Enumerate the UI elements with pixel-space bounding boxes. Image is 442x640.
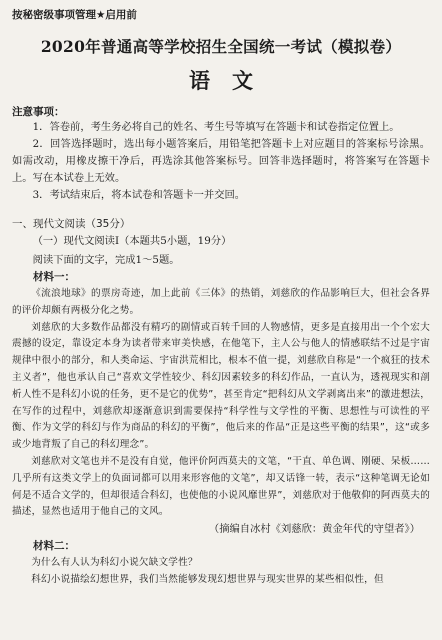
material2-heading: 材料二： (33, 540, 75, 553)
section-heading: 一、现代文阅读（35分） (12, 218, 131, 230)
notice-item-3: 3．考试结束后，将本试卷和答题卡一并交回。 (32, 189, 246, 201)
reading-instruction: 阅读下面的文字，完成1～5题。 (32, 254, 180, 266)
material1-paragraph-2: 刘慈欣的大多数作品都没有精巧的剧情或百转千回的人物感情，更多是直接用出一个个宏大震撼的设定，靠设定本身为读者带来审美快感，在他笔下，主人公与他人的情感联结不过是宇宙规律中很小的部分，和人类命运、宇宙洪荒相比，根本不值一提，刘慈欣自称是“一个疯狂的技术主义者”，他也承认自己“喜欢文学性较少、科幻因素较多的科幻作品，一直认为，透视现实和剖析人性不是科幻小说的任务，更不是它的优势”，甚至肯定“把科幻从文学剥离出来”的激进想法，在写作的过程中，刘慈欣却逐渐意识到需要保持“科学性与文学性的平衡、思想性与可读性的平衡、作为文学的科幻与作为商品的科幻的平衡”，他后来的作品“正是这些平衡的结果”，这“或多或少地背叛了自己的科幻理念”。 (12, 321, 430, 451)
confidential-note: 按秘密级事项管理★启用前 (12, 9, 137, 21)
material2-paragraph-2: 科幻小说描绘幻想世界，我们当然能够发现幻想世界与现实世界的某些相似性，但 (31, 573, 384, 585)
material1-paragraph-3: 刘慈欣对文笔也并不是没有自觉，他评价阿西莫夫的文笔，“干直、单色调、刚硬、呆板……几乎所有这类文学上的负面词都可以用来形容他的文笔”，却又话锋一转，表示“这种笔调无论如何是不适合文学的，但却很适合科幻，也使他的小说风靡世界”，刘慈欣对于他敬仰的阿西莫夫的描述，显然也适用于他自己的文风。 (12, 455, 430, 518)
subject-title: 语文 (189, 68, 275, 93)
material2-paragraph-1: 为什么有人认为科幻小说欠缺文学性？ (31, 557, 198, 569)
subsection-heading: （一）现代文阅读Ⅰ（本题共5小题，19分） (32, 235, 232, 247)
material1-source: （摘编自冰村《刘慈欣：黄金年代的守望者》） (208, 523, 420, 536)
notice-heading: 注意事项： (12, 106, 65, 118)
material1-heading: 材料一： (33, 271, 75, 283)
notice-item-2: 2．回答选择题时，选出每小题答案后，用铅笔把答题卡上对应题目的答案标号涂黑。如需改动，用橡皮擦干净后，再选涂其他答案标号。回答非选择题时，将答案写在答题卡上。写在本试卷上无效。 (12, 138, 430, 184)
exam-title: 2020年普通高等学校招生全国统一考试（模拟卷） (40, 37, 402, 56)
material1-paragraph-1: 《流浪地球》的票房奇迹，加上此前《三体》的热销，刘慈欣的作品影响巨大，但社会各界的评价却颇有两极分化之势。 (12, 288, 430, 316)
notice-item-1: 1．答卷前，考生务必将自己的姓名、考生号等填写在答题卡和试卷指定位置上。 (32, 121, 400, 133)
